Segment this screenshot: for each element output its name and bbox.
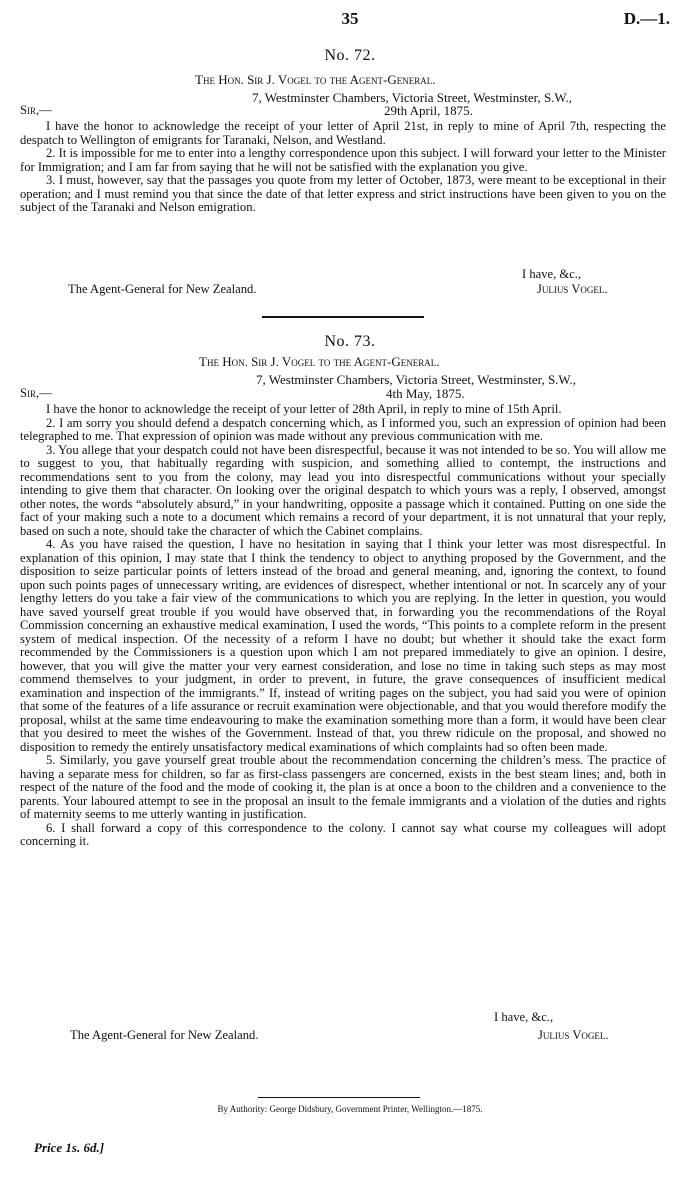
letter-73-signature: Julius Vogel.	[538, 1028, 609, 1042]
letter-72-signature: Julius Vogel.	[537, 282, 608, 296]
letter-73-paragraph: 5. Similarly, you gave yourself great trouble about the recommendation concerning the children’s mess. The practice of having a separate mess for children, so far as first-class passengers are concerned, exists in the best steam lines; and, both in respect of the nature of the food and the mode of cooking it, the plan is at once a boon to the children and a convenience to the parents. Your laboured attempt to see in the proposal an insult to the female immigrants and a violation of the duties and rights of maternity seems to me utterly wanting in justification.	[20, 753, 666, 821]
letter-73-paragraph: I have the honor to acknowledge the receipt of your letter of 28th April, in reply to mine of 15th April.	[46, 402, 562, 416]
letter-72-paragraph: I have the honor to acknowledge the receipt of your letter of April 21st, in reply to mine of April 7th, respecting the despatch to Wellington of emigrants for Taranaki, Nelson, and Westland.	[20, 119, 666, 147]
letter-72-paragraph: 3. I must, however, say that the passages you quote from my letter of October, 1873, were meant to be exceptional in their operation; and I must remind you that since the date of that letter express and strict instructions have been given to you on the subject of the Taranaki and Nelson emigration.	[20, 173, 666, 214]
document-reference: D.—1.	[623, 9, 670, 28]
page-number: 35	[341, 9, 359, 28]
letter-72-date: 29th April, 1875.	[384, 103, 473, 118]
letter-73-number: No. 73.	[324, 333, 376, 350]
letter-73-date: 4th May, 1875.	[386, 386, 465, 401]
letter-73-paragraph: 4. As you have raised the question, I have no hesitation in saying that I think your letter was most disrespectful. In explanation of this opinion, I may state that I think the tendency to object to anything proposed by the Government, and the disposition to seize particular points of letters instead of the broad and general meaning, and, ignoring the context, to found upon such points pages of unnecessary writing, are evidences of disrespect, whether intentional or not. In scarcely any of your lengthy letters do you take a fair view of the communications to which you are replying. In the letter in question, you would have saved yourself great trouble if you would have observed that, in forwarding you the recommendations of the Royal Commission concerning an exhaustive medical examination, I used the words, “This points to a complete reform in the present system of medical inspection. Of the necessity of a reform I have no doubt; but whether it should take the exact form recommended by the Commissioners is a question upon which I am not prepared immediately to give an opinion. I desire, however, that you will give the matter your very earnest consideration, and lose no time in taking such steps as may most commend themselves to your judgment, in order to prevent, in future, the grave consequences of insufficient medical examination and inspection of the immigrants.” If, instead of writing pages on the subject, you had said you were of opinion that some of the features of a life assurance or recruit examination were objectionable, and that you would therefore modify the proposal, whilst at the same time endeavouring to make the examination something more than a form, it would have been clear that you desired to meet the wishes of the Government. Instead of that, you threw ridicule on the proposal, and showed no disposition to remedy the entirely unsatisfactory medical examinations of which complaints had so often been made.	[20, 537, 666, 754]
price-label: Price 1s. 6d.]	[34, 1140, 105, 1155]
printer-imprint: By Authority: George Didsbury, Government Printer, Wellington.—1875.	[217, 1104, 483, 1114]
letter-72-number: No. 72.	[324, 47, 376, 64]
letter-73-paragraph: 3. You allege that your despatch could not have been disrespectful, because it was not intended to be so. You will allow me to suggest to you, that habitually regarding with suspicion, and something allied to contempt, the instructions and recommendations sent to you from the colony, may lead you into disrespectful communications without your specially intending to give them that character. On looking over the original despatch to which yours was a reply, I observed, amongst other notes, the words “absolutely absurd,” in your handwriting, opposite a passage which it contained. Putting on one side the fact of your making such a note to a document which remains a record of your department, it is not unnatural that your reply, based on such a note, should take the character of which the Cabinet complains.	[20, 442, 666, 538]
letter-73-address: 7, Westminster Chambers, Victoria Street, Westminster, S.W.,	[256, 372, 577, 387]
letter-73-closing: I have, &c.,	[494, 1010, 554, 1024]
section-divider	[262, 316, 424, 318]
letter-73-paragraph: 2. I am sorry you should defend a despatch concerning which, as I informed you, such an expression of opinion had been telegraphed to me. That expression of opinion was made without any previous communication with me.	[20, 415, 666, 443]
letter-72-body	[20, 120, 666, 215]
letter-72-paragraph: 2. It is impossible for me to enter into a lengthy correspondence upon this subject. I will forward your letter to the Minister for Immigration; and I am far from saying that he will not be satisfied with the explanation you give.	[20, 146, 666, 174]
letter-73-salutation: Sir,—	[20, 386, 52, 400]
letter-72-address: 7, Westminster Chambers, Victoria Street, Westminster, S.W.,	[252, 90, 573, 105]
footer-divider	[258, 1097, 420, 1098]
letter-72-salutation: Sir,—	[20, 103, 52, 117]
letter-73-body	[20, 403, 666, 849]
letter-73-from-to: The Hon. Sir J. Vogel to the Agent-General.	[199, 354, 440, 369]
letter-72-addressee: The Agent-General for New Zealand.	[68, 282, 257, 296]
letter-73-addressee: The Agent-General for New Zealand.	[70, 1028, 259, 1042]
letter-72-from-to: The Hon. Sir J. Vogel to the Agent-General.	[195, 72, 436, 87]
letter-72-closing: I have, &c.,	[522, 267, 582, 281]
letter-73-paragraph: 6. I shall forward a copy of this correspondence to the colony. I cannot say what course my colleagues will adopt concerning it.	[20, 820, 666, 848]
